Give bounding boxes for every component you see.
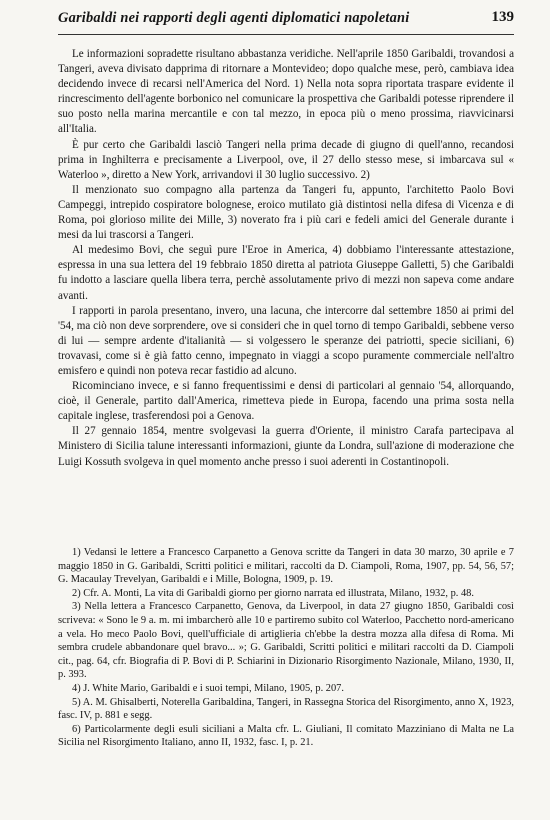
paragraph: Il 27 gennaio 1854, mentre svolgevasi la guerra d'Oriente, il ministro Carafa partecipava al Ministero di Sicilia talune interessanti informazioni, giunte da Londra, sull'azione di moderazione che Luigi Kossuth svolgeva in quel momento anche presso i suoi aderenti in Costantinopoli. [58,425,514,468]
footnote: 5) A. M. Ghisalberti, Noterella Garibaldina, Tangeri, in Rassegna Storica del Risorgimento, anno X, 1923, fasc. IV, p. 881 e segg. [58,696,514,722]
paragraph: È pur certo che Garibaldi lasciò Tangeri nella prima decade di giugno di quell'anno, recandosi prima in Inghilterra e precisamente a Liverpool, ove, il 27 dello stesso mese, si imbarcava sul « Waterloo », diretto a New York, arrivandovi il 30 luglio successivo. 2) [58,138,514,181]
footnote: 6) Particolarmente degli esuli siciliani a Malta cfr. L. Giuliani, Il comitato Mazziniano di Malta ne La Sicilia nel Risorgimento Italiano, anno II, 1932, fasc. I, p. 21. [58,723,514,749]
footnote: 4) J. White Mario, Garibaldi e i suoi tempi, Milano, 1905, p. 207. [72,682,344,694]
running-title: Garibaldi nei rapporti degli agenti diplomatici napoletani [58,10,410,26]
footnote: 3) Nella lettera a Francesco Carpanetto, Genova, da Liverpool, in data 27 giugno 1850, Garibaldi così scriveva: « Sono le 9 a. m. mi imbarcherò alle 10 e partiremo subito col Waterloo, Pacchetto nord-americano a vela. Ho meco Paolo Bovi, quell'ufficiale di artiglieria ch'ebbe la destra mozza alla difesa di Roma. Mi sembra crudele abbandonare quel bravo... »; G. Garibaldi, Scritti politici e militari raccolti da D. Ciampoli cit., pag. 64, cfr. Biografia di P. Bovi di P. Schiarini in Dizionario Risorgimento Nazionale, Milano, 1930, II, p. 393. [58,601,514,681]
footnotes [58,546,514,750]
body-text [58,47,514,470]
paragraph: Ricominciano invece, e si fanno frequentissimi e densi di particolari al gennaio '54, allorquando, cioè, il Generale, partito dall'America, rimetteva piede in Europa, facendo una prima sosta nella capitale inglese, trasferendosi poi a Genova. [58,380,514,423]
paragraph: I rapporti in parola presentano, invero, una lacuna, che intercorre dal settembre 1850 ai primi del '54, ma ciò non deve sorprendere, ove si consideri che in quel torno di tempo Garibaldi, sebbene verso di lui — sempre ardente d'italianità — si volgessero le speranze dei patriotti, specie siciliani, 6) trovavasi, come si è già fatto cenno, impegnato in viaggi a scopo puramente commerciale nell'altro emisfero e quindi non poteva recar fastidio ad alcuno. [58,304,514,377]
paragraph: Il menzionato suo compagno alla partenza da Tangeri fu, appunto, l'architetto Paolo Bovi Campeggi, intrepido cospiratore bolognese, eroico mutilato già distintosi nella difesa di Vicenza e di Roma, poi glorioso milite dei Mille, 3) noverato fra i più cari e fedeli amici del Generale durante i mesi da lui trascorsi a Tangeri. [58,183,514,242]
page-header [58,8,514,35]
paragraph: Al medesimo Bovi, che seguì pure l'Eroe in America, 4) dobbiamo l'interessante attestazione, espressa in una sua lettera del 19 febbraio 1850 diretta al patriota Giuseppe Galletti, 5) che Garibaldi fu indotto a lasciare quella libera terra, perchè assolutamente privo di mezzi non sapeva come andare avanti. [58,244,514,302]
footnote: 2) Cfr. A. Monti, La vita di Garibaldi giorno per giorno narrata ed illustrata, Milano, 1932, p. 48. [72,587,474,599]
paragraph: Le informazioni sopradette risultano abbastanza veridiche. Nell'aprile 1850 Garibaldi, trovandosi a Tangeri, aveva divisato dapprima di ritornare a Montevideo; dopo qualche mese, però, cambiava idea decidendo invece di recarsi nell'America del Nord. 1) Nella nota sopra riportata traspare evidente il rincrescimento dell'agente borbonico nel comunicare la prospettiva che Garibaldi potesse riprendere il suo posto nella marina mercantile e con tal mezzo, in epoca più o meno prossima, riavvicinarsi all'Italia. [58,48,514,136]
footnote: 1) Vedansi le lettere a Francesco Carpanetto a Genova scritte da Tangeri in data 30 marzo, 30 aprile e 7 maggio 1850 in G. Garibaldi, Scritti politici e militari, raccolti da D. Ciampoli, Roma, 1907, pp. 54, 56, 57; G. Macaulay Trevelyan, Garibaldi e i Mille, Bologna, 1909, p. 19. [58,547,514,586]
page-number: 139 [491,9,514,25]
